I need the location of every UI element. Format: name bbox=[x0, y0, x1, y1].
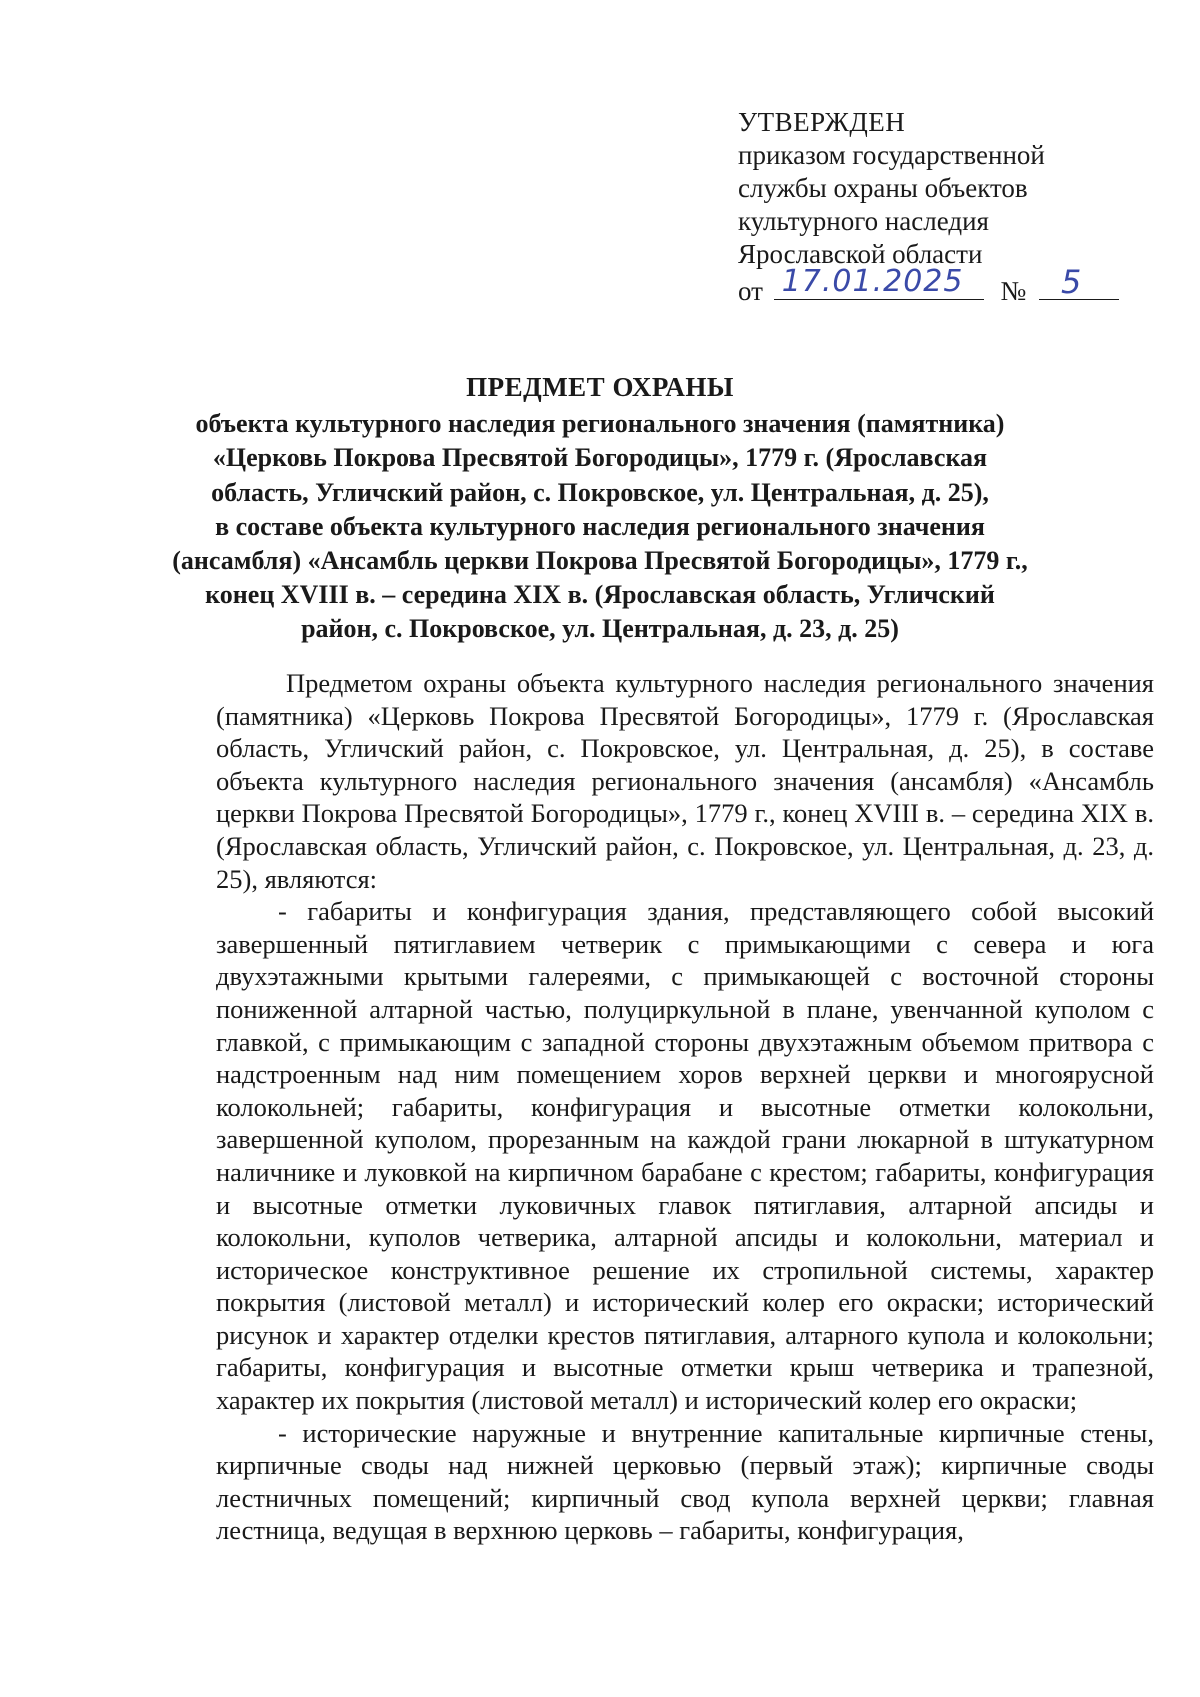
number-field bbox=[1039, 263, 1119, 301]
approval-line: приказом государственной bbox=[738, 140, 1045, 170]
document-title: ПРЕДМЕТ ОХРАНЫ bbox=[466, 372, 734, 402]
title-line: «Церковь Покрова Пресвятой Богородицы», 1779 г. (Ярославская bbox=[212, 443, 988, 473]
approval-line: Ярославской области bbox=[738, 239, 983, 269]
title-line: объекта культурного наследия регионального значения (памятника) bbox=[195, 409, 1005, 439]
approval-heading: УТВЕРЖДЕН bbox=[738, 107, 906, 137]
title-line: конец XVIII в. – середина XIX в. (Ярославская область, Угличский bbox=[205, 580, 995, 610]
list-item: - габариты и конфигурация здания, представляющего собой высокий завершенный пятиглавием четверик с примыкающими с севера и юга двухэтажными крытыми галереями, с примыкающей с восточной стороны пониженной алтарной частью, полуциркульной в плане, увенчанной куполом с главкой, с примыкающим с западной стороны двухэтажным объемом притвора с надстроенным над ним помещением хоров верхней церкви и многоярусной колокольней; габариты, конфигурация и высотные отметки колокольни, завершенной куполом, прорезанным на каждой грани люкарной в штукатурном наличнике и луковкой на кирпичном барабане с крестом; габариты, конфигурация и высотные отметки луковичных главок пятиглавия, алтарной апсиды и колокольни, куполов четверика, алтарной апсиды и колокольни, материал и историческое конструктивное решение их стропильной системы, характер покрытия (листовой металл) и исторический колер его окраски; исторический рисунок и характер отделки крестов пятиглавия, алтарного купола и колокольни; габариты, конфигурация и высотные отметки крыш четверика и трапезной, характер их покрытия (листовой металл) и исторический колер его окраски; bbox=[216, 896, 1154, 1416]
list-item: - исторические наружные и внутренние капитальные кирпичные стены, кирпичные своды над нижней церковью (первый этаж); кирпичные своды лестничных помещений; кирпичный свод купола верхней церкви; главная лестница, ведущая в верхнюю церковь – габариты, конфигурация, bbox=[216, 1417, 1154, 1546]
title-line: в составе объекта культурного наследия регионального значения bbox=[215, 511, 985, 541]
number-sign: № bbox=[1000, 276, 1027, 306]
intro-paragraph: Предметом охраны объекта культурного наследия регионального значения (памятника) «Церковь Покрова Пресвятой Богородицы», 1779 г. (Ярославская область, Угличский район, с. Покровское, ул. Центральная, д. 25), в составе объекта культурного наследия регионального значения (ансамбля) «Ансамбль церкви Покрова Пресвятой Богородицы», 1779 г., конец XVIII в. – середина XIX в. (Ярославская область, Угличский район, с. Покровское, ул. Центральная, д. 23, д. 25), являются: bbox=[216, 668, 1154, 894]
title-line: область, Угличский район, с. Покровское, ул. Центральная, д. 25), bbox=[211, 477, 989, 507]
document-body bbox=[216, 667, 1154, 1547]
date-field bbox=[774, 264, 984, 300]
handwritten-date: 17.01.2025 bbox=[781, 264, 964, 299]
handwritten-number: 5 bbox=[1060, 263, 1083, 301]
title-line: район, с. Покровское, ул. Центральная, д. 23, д. 25) bbox=[301, 614, 899, 644]
document-title-block bbox=[150, 370, 1050, 647]
title-line: (ансамбля) «Ансамбль церкви Покрова Пресвятой Богородицы», 1779 г., bbox=[172, 546, 1028, 576]
date-prefix: от bbox=[738, 276, 763, 306]
approval-line: культурного наследия bbox=[738, 206, 989, 236]
approval-date-line bbox=[738, 263, 1138, 308]
approval-line: службы охраны объектов bbox=[738, 173, 1028, 203]
approval-stamp-block bbox=[738, 106, 1138, 308]
